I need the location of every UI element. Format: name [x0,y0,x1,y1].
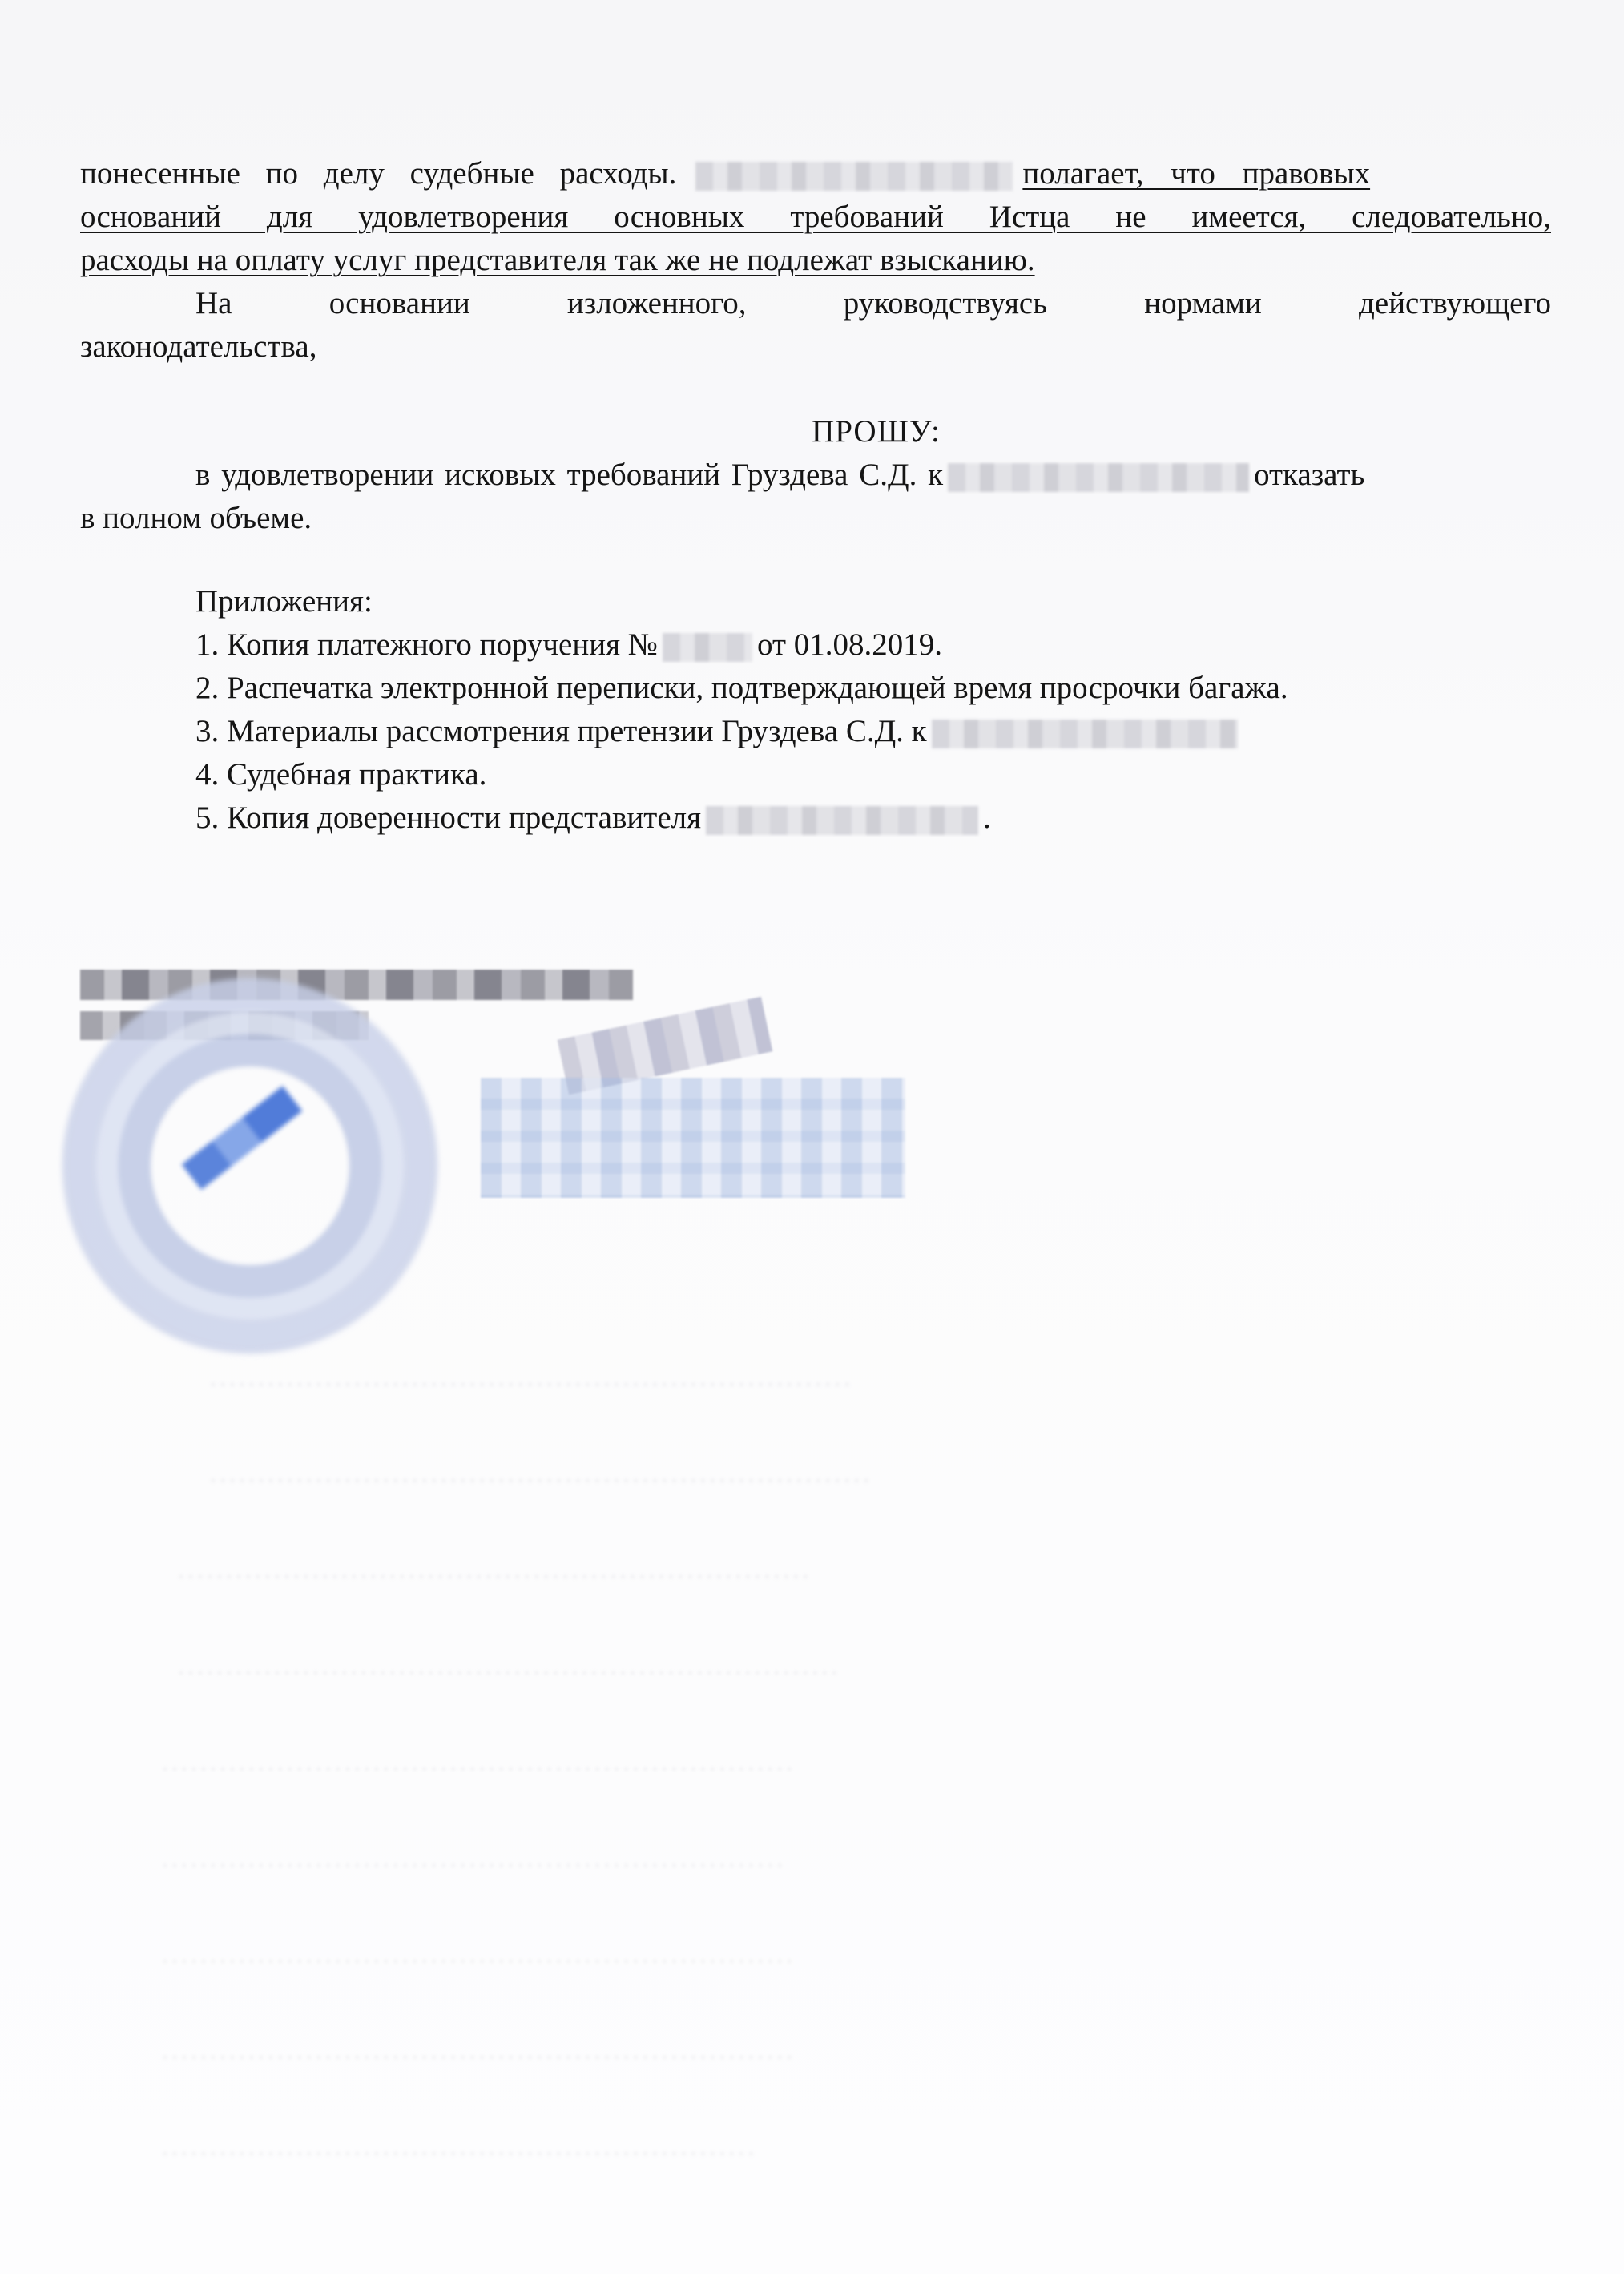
redacted-name [695,162,1013,191]
paragraph-2-line-2: законодательства, [80,329,317,364]
request-line-1-end: отказать [1254,458,1365,492]
attachment-item-1 [195,623,1624,667]
official-stamp [58,974,442,1358]
paragraph-1-line-2: оснований для удовлетворения основных требований Истца не имеется, следовательно, [80,200,1551,234]
request-line-2: в полном объеме. [80,501,312,535]
request-heading: ПРОШУ: [812,414,941,449]
attachment-item-5-start: 5. Копия доверенности представителя [195,800,702,835]
bleed-through-text: ·································································· [160,2042,795,2074]
redacted-payment-number [663,633,752,662]
attachments-title: Приложения: [195,584,373,619]
bleed-through-text: ·································································· [160,1945,795,1978]
paragraph-2-line-1: На основании изложенного, руководствуясь нормами действующего [195,286,1551,321]
bleed-through-text: ································································· [160,1849,785,1881]
paragraph-1-line-3-text: расходы на оплату услуг представителя так же не подлежат взысканию. [80,243,1035,277]
request-line-1 [195,454,1551,497]
redacted-signature-name [481,1078,905,1198]
attachment-item-2: 2. Распечатка электронной переписки, подтверждающей время просрочки багажа. [195,671,1288,705]
redacted-representative [706,806,978,835]
paragraph-1-line-1 [80,152,1551,196]
paragraph-1-line-3 [80,239,1551,282]
attachment-item-5-end: . [983,800,991,835]
redacted-company [932,720,1238,748]
bleed-through-text: ······························································ [160,2138,756,2170]
bleed-through-text: ····································································· [208,1465,872,1497]
attachment-item-5 [195,796,1624,840]
bleed-through-text: ·································································· [160,1753,795,1785]
bleed-through-text: ·································································· [176,1561,811,1593]
attachment-item-1-end: от 01.08.2019. [757,627,943,662]
paragraph-1-line-1-start: понесенные по делу судебные расходы. [80,156,677,191]
bleed-through-text: ····································································· [176,1657,840,1689]
redacted-respondent [948,463,1249,492]
attachment-item-3-start: 3. Материалы рассмотрения претензии Груздева С.Д. к [195,714,927,748]
attachment-item-3 [195,710,1624,753]
request-line-1-start: в удовлетворении исковых требований Груздева С.Д. к [195,458,944,492]
bleed-through-text: ··································································· [208,1369,852,1401]
attachment-item-4: 4. Судебная практика. [195,757,487,792]
attachment-item-1-start: 1. Копия платежного поручения № [195,627,659,662]
paragraph-1-line-1-end: полагает, что правовых [1022,156,1371,191]
